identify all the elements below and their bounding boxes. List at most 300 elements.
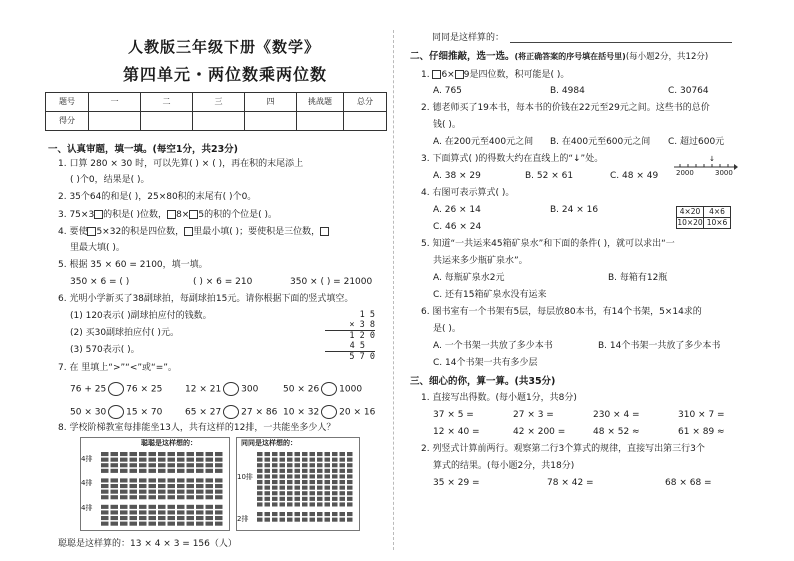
question-2: 2. 35个64的和是( )，25×80积的末尾有( )个0。 <box>58 192 257 202</box>
score-cell: 得分 <box>46 112 89 131</box>
option-1a[interactable]: A. 765 <box>433 86 462 96</box>
seat-mark <box>257 518 263 522</box>
seat-mark <box>310 502 316 506</box>
seat-mark <box>111 490 119 494</box>
seat-mark <box>302 452 308 456</box>
seat-mark <box>206 463 214 467</box>
seat-mark <box>158 510 166 514</box>
seat-mark <box>310 463 316 467</box>
seat-mark <box>196 505 204 509</box>
seat-mark <box>139 490 147 494</box>
seat-mark <box>340 452 346 456</box>
seat-mark <box>149 484 157 488</box>
seat-mark <box>332 497 338 501</box>
seat-mark <box>332 502 338 506</box>
question-5b: ( ) × 6 = 210 <box>193 277 253 287</box>
seat-mark <box>332 486 338 490</box>
section-2-instruction: (将正确答案的序号填在括号里) <box>514 52 626 61</box>
seat-mark <box>139 463 147 467</box>
seat-mark <box>120 484 128 488</box>
question-8: 8. 学校阶梯教室每排能坐13人，共有这样的12排，一共能坐多少人？ <box>58 423 336 433</box>
seat-mark <box>325 486 331 490</box>
vert-line: × 3 8 <box>349 320 375 330</box>
seat-mark <box>295 458 301 462</box>
seat-mark <box>295 452 301 456</box>
blank-box[interactable] <box>167 210 176 219</box>
seat-mark <box>302 480 308 484</box>
seat-mark <box>287 512 293 516</box>
seat-mark <box>101 458 109 462</box>
calc-item: 310 × 7 = <box>678 410 725 420</box>
seat-mark <box>101 463 109 467</box>
seat-mark <box>187 452 195 456</box>
picture-title: 同同是这样想的： <box>241 439 297 447</box>
seat-mark <box>177 495 185 499</box>
tongtong-calc-label: 同同是这样算的： <box>432 33 505 43</box>
seat-mark <box>272 463 278 467</box>
seat-mark <box>139 469 147 473</box>
seat-mark <box>302 469 308 473</box>
compare-left: 65 × 27 <box>185 407 222 418</box>
seat-mark <box>168 522 176 526</box>
q3-text: 5的积的个位是( )。 <box>198 210 277 220</box>
seat-mark <box>340 512 346 516</box>
seat-mark <box>187 505 195 509</box>
seat-mark <box>317 463 323 467</box>
question-3 <box>58 210 277 220</box>
seat-mark <box>187 478 195 482</box>
seat-mark <box>295 474 301 478</box>
seat-mark <box>149 510 157 514</box>
compare-circle[interactable] <box>108 382 124 396</box>
row-label: 4排 <box>81 455 93 463</box>
seat-mark <box>325 458 331 462</box>
seat-mark <box>287 491 293 495</box>
row-label: 4排 <box>81 479 93 487</box>
seat-mark <box>196 469 204 473</box>
seat-mark <box>139 478 147 482</box>
seat-mark <box>265 491 271 495</box>
vert-line: 5 7 0 <box>325 351 375 362</box>
question-4a <box>58 227 329 237</box>
section-2-title: 二、仔细推敲，选一选。 <box>410 51 515 62</box>
seat-mark <box>340 518 346 522</box>
seat-mark <box>187 469 195 473</box>
score-input[interactable] <box>141 112 193 131</box>
seat-mark <box>257 469 263 473</box>
section-2-points: (每小题2分，共12分) <box>625 52 709 62</box>
seat-mark <box>332 463 338 467</box>
seat-mark <box>111 452 119 456</box>
seat-mark <box>310 518 316 522</box>
choice-1 <box>421 70 569 80</box>
section-2-heading <box>410 52 708 62</box>
seat-mark <box>317 458 323 462</box>
blank-box[interactable] <box>94 210 103 219</box>
vertical-multiplication <box>325 310 375 362</box>
option-3b[interactable]: B. 52 × 61 <box>525 171 574 181</box>
seat-mark <box>347 469 353 473</box>
seat-grid-1 <box>99 450 225 528</box>
seat-mark <box>196 495 204 499</box>
option-4a[interactable]: A. 26 × 14 <box>433 205 481 215</box>
seat-mark <box>295 486 301 490</box>
compare-row-2 <box>70 405 162 419</box>
seat-mark <box>149 478 157 482</box>
seat-mark <box>265 512 271 516</box>
seat-mark <box>111 495 119 499</box>
compare-right: 27 × 86 <box>241 407 278 418</box>
seat-mark <box>347 452 353 456</box>
calc-item: 12 × 40 = <box>433 427 480 437</box>
seat-mark <box>215 452 223 456</box>
score-cell: 题号 <box>46 93 89 112</box>
seat-mark <box>332 458 338 462</box>
row-label: 4排 <box>81 504 93 512</box>
seating-picture-congcong <box>80 437 230 531</box>
seat-mark <box>187 463 195 467</box>
seat-mark <box>325 518 331 522</box>
axis-label-3000: 3000 <box>715 169 733 177</box>
seat-mark <box>206 505 214 509</box>
seat-mark <box>280 518 286 522</box>
seat-mark <box>139 484 147 488</box>
seat-mark <box>120 478 128 482</box>
seat-mark <box>196 478 204 482</box>
picture-title: 聪聪是这样想的： <box>141 439 197 447</box>
seat-mark <box>111 469 119 473</box>
seat-mark <box>187 484 195 488</box>
seat-mark <box>272 480 278 484</box>
q4-text: 4. 要使 <box>58 227 88 237</box>
grid-cell: 10×20 <box>677 218 703 228</box>
answer-line[interactable] <box>510 42 732 43</box>
seat-mark <box>257 486 263 490</box>
question-5c: 350 × ( ) = 21000 <box>290 277 373 287</box>
seat-mark <box>287 463 293 467</box>
compare-row-2c <box>283 405 375 419</box>
seat-mark <box>196 484 204 488</box>
seat-mark <box>120 505 128 509</box>
seat-mark <box>295 491 301 495</box>
score-cell: 三 <box>193 93 245 112</box>
option-2c[interactable]: C. 超过600元 <box>668 137 725 147</box>
seat-mark <box>302 497 308 501</box>
answer-8: 聪聪是这样算的：13 × 4 × 3 = 156（人） <box>58 539 237 549</box>
seat-mark <box>265 518 271 522</box>
seat-mark <box>139 452 147 456</box>
seat-mark <box>158 522 166 526</box>
seat-mark <box>272 512 278 516</box>
seat-mark <box>120 463 128 467</box>
seat-mark <box>101 510 109 514</box>
seat-mark <box>272 458 278 462</box>
seat-mark <box>120 522 128 526</box>
seat-mark <box>280 474 286 478</box>
seat-mark <box>347 491 353 495</box>
seat-mark <box>215 463 223 467</box>
seat-mark <box>280 512 286 516</box>
calc-item: 27 × 3 = <box>513 410 554 420</box>
seat-mark <box>257 480 263 484</box>
seat-mark <box>295 480 301 484</box>
seat-mark <box>215 484 223 488</box>
seat-mark <box>332 480 338 484</box>
calc-item: 230 × 4 = <box>593 410 640 420</box>
seat-mark <box>325 469 331 473</box>
compare-circle[interactable] <box>321 405 337 419</box>
compare-circle[interactable] <box>321 382 337 396</box>
row-label: 2排 <box>237 515 249 523</box>
seat-mark <box>325 474 331 478</box>
seat-mark <box>177 510 185 514</box>
seat-mark <box>130 505 138 509</box>
seat-mark <box>215 522 223 526</box>
seat-mark <box>265 474 271 478</box>
seat-mark <box>168 463 176 467</box>
choice-4: 4. 右图可表示算式( )。 <box>421 188 515 198</box>
seat-mark <box>287 486 293 490</box>
seat-mark <box>310 474 316 478</box>
choice-5b: 共运来多少瓶矿泉水”。 <box>433 256 528 266</box>
seat-mark <box>310 452 316 456</box>
seat-mark <box>206 452 214 456</box>
seat-mark <box>287 518 293 522</box>
seat-mark <box>206 510 214 514</box>
seat-mark <box>111 458 119 462</box>
seat-mark <box>120 516 128 520</box>
seat-mark <box>101 484 109 488</box>
option-3c[interactable]: C. 48 × 49 <box>610 171 659 181</box>
seat-mark <box>177 516 185 520</box>
option-3a[interactable]: A. 38 × 29 <box>433 171 481 181</box>
seat-mark <box>347 474 353 478</box>
blank-box[interactable] <box>184 227 193 236</box>
seat-mark <box>317 469 323 473</box>
calc-1: 1. 直接写出得数。(每小题1分，共8分) <box>421 393 577 403</box>
seat-mark <box>310 491 316 495</box>
compare-right: 1000 <box>339 384 363 395</box>
option-1b[interactable]: B. 4984 <box>550 86 585 96</box>
score-input[interactable] <box>297 112 344 131</box>
seat-mark <box>265 452 271 456</box>
seat-mark <box>310 469 316 473</box>
seat-mark <box>340 502 346 506</box>
seat-mark <box>317 486 323 490</box>
seat-mark <box>272 502 278 506</box>
blank-box[interactable] <box>320 227 329 236</box>
option-4c[interactable]: C. 46 × 24 <box>433 222 482 232</box>
compare-circle[interactable] <box>223 382 239 396</box>
seat-mark <box>280 497 286 501</box>
page-title: 人教版三年级下册《数学》 <box>128 38 321 56</box>
seat-mark <box>317 491 323 495</box>
seat-mark <box>168 478 176 482</box>
seat-mark <box>325 512 331 516</box>
seat-mark <box>168 469 176 473</box>
seat-mark <box>347 497 353 501</box>
seat-mark <box>317 497 323 501</box>
grid-cell: 4×6 <box>704 207 731 218</box>
compare-row-1b <box>185 382 258 396</box>
seat-mark <box>120 510 128 514</box>
seat-mark <box>111 516 119 520</box>
seat-mark <box>287 497 293 501</box>
axis-label-2000: 2000 <box>676 169 694 177</box>
seat-mark <box>130 463 138 467</box>
option-4b[interactable]: B. 24 × 16 <box>550 205 599 215</box>
seat-mark <box>332 491 338 495</box>
seat-mark <box>332 518 338 522</box>
question-5: 5. 根据 35 × 60 = 2100，填一填。 <box>58 260 208 270</box>
seat-mark <box>287 474 293 478</box>
seat-mark <box>206 484 214 488</box>
seat-mark <box>295 518 301 522</box>
question-6: 6. 光明小学新买了38副球拍，每副球拍15元。请你根据下面的竖式填空。 <box>58 294 354 304</box>
blank-box[interactable] <box>455 70 464 79</box>
seat-mark <box>347 512 353 516</box>
choice-text: 1. <box>421 70 433 80</box>
seat-mark <box>168 484 176 488</box>
score-cell: 一 <box>89 93 141 112</box>
seat-mark <box>347 502 353 506</box>
seat-mark <box>196 516 204 520</box>
calc-item: 48 × 52 ≈ <box>593 427 640 437</box>
seat-mark <box>302 463 308 467</box>
seat-mark <box>295 512 301 516</box>
seat-mark <box>302 512 308 516</box>
seat-mark <box>130 484 138 488</box>
seat-mark <box>177 463 185 467</box>
seat-mark <box>130 458 138 462</box>
option-6a[interactable]: A. 一个书架一共放了多少本书 <box>433 341 553 351</box>
calc-2b: 算式的结果。(每小题2分，共18分) <box>433 461 575 471</box>
seat-mark <box>215 516 223 520</box>
question-1a: 1. 口算 280 × 30 时，可以先算( ) × ( )，再在积的末尾添上 <box>58 159 304 169</box>
seat-mark <box>101 505 109 509</box>
question-5a: 350 × 6 = ( ) <box>70 277 130 287</box>
seat-mark <box>265 480 271 484</box>
seat-mark <box>130 478 138 482</box>
seat-mark <box>302 491 308 495</box>
q4-text: 里最小填( )；要使积是三位数， <box>193 227 321 237</box>
score-input[interactable] <box>193 112 245 131</box>
seat-mark <box>196 490 204 494</box>
score-input[interactable] <box>245 112 297 131</box>
seat-mark <box>120 490 128 494</box>
seat-mark <box>325 452 331 456</box>
seat-mark <box>130 452 138 456</box>
seat-mark <box>139 458 147 462</box>
seat-mark <box>295 469 301 473</box>
svg-text:↓: ↓ <box>709 155 715 163</box>
seat-mark <box>287 469 293 473</box>
seat-mark <box>101 469 109 473</box>
seat-mark <box>206 495 214 499</box>
choice-3: 3. 下面算式( )的得数大约在直线上的“↓”处。 <box>421 154 604 164</box>
seat-mark <box>168 458 176 462</box>
seat-mark <box>101 516 109 520</box>
seat-mark <box>149 516 157 520</box>
seat-mark <box>149 458 157 462</box>
seat-mark <box>215 478 223 482</box>
blank-box[interactable] <box>189 210 198 219</box>
seat-mark <box>130 469 138 473</box>
seat-mark <box>340 458 346 462</box>
seat-mark <box>257 452 263 456</box>
seat-mark <box>257 497 263 501</box>
seat-mark <box>302 502 308 506</box>
seat-mark <box>340 474 346 478</box>
seat-mark <box>265 458 271 462</box>
seat-mark <box>130 490 138 494</box>
calc-item: 78 × 42 = <box>547 478 594 488</box>
seat-mark <box>177 484 185 488</box>
option-2b[interactable]: B. 在400元至600元之间 <box>550 137 651 147</box>
seat-mark <box>158 463 166 467</box>
compare-left: 50 × 30 <box>70 407 107 418</box>
seat-mark <box>280 480 286 484</box>
choice-6a: 6. 图书室有一个书架有5层，每层放80本书，有14个书架，5×14求的 <box>421 307 702 317</box>
seat-mark <box>215 469 223 473</box>
seat-mark <box>280 469 286 473</box>
compare-right: 300 <box>241 384 259 395</box>
score-input[interactable] <box>344 112 387 131</box>
seat-mark <box>149 522 157 526</box>
seat-mark <box>280 491 286 495</box>
seat-mark <box>215 458 223 462</box>
seat-mark <box>272 491 278 495</box>
choice-6b: 是( )。 <box>433 324 461 334</box>
option-6c[interactable]: C. 14个书架一共有多少层 <box>433 358 538 368</box>
option-1c[interactable]: C. 30764 <box>668 86 709 96</box>
choice-2b: 钱( )。 <box>433 120 461 130</box>
seat-mark <box>265 486 271 490</box>
compare-circle[interactable] <box>223 405 239 419</box>
seat-mark <box>149 452 157 456</box>
option-5c[interactable]: C. 还有15箱矿泉水没有运来 <box>433 290 547 300</box>
score-input[interactable] <box>89 112 141 131</box>
option-5a[interactable]: A. 每瓶矿泉水2元 <box>433 273 505 283</box>
compare-left: 10 × 32 <box>283 407 320 418</box>
option-2a[interactable]: A. 在200元至400元之间 <box>433 137 534 147</box>
seat-mark <box>196 510 204 514</box>
choice-text: 9是四位数，积可能是( )。 <box>463 70 570 80</box>
seat-mark <box>149 495 157 499</box>
compare-circle[interactable] <box>108 405 124 419</box>
seat-mark <box>187 516 195 520</box>
seat-mark <box>120 469 128 473</box>
seat-mark <box>206 478 214 482</box>
seat-mark <box>177 458 185 462</box>
seat-mark <box>111 484 119 488</box>
seat-mark <box>139 505 147 509</box>
seat-mark <box>196 522 204 526</box>
seat-mark <box>158 490 166 494</box>
seat-mark <box>101 452 109 456</box>
option-6b[interactable]: B. 14个书架一共放了多少本书 <box>598 341 721 351</box>
seat-mark <box>317 512 323 516</box>
seat-mark <box>177 505 185 509</box>
seat-mark <box>187 495 195 499</box>
seat-mark <box>111 522 119 526</box>
score-input-row[interactable] <box>46 112 387 131</box>
seat-mark <box>280 452 286 456</box>
seat-mark <box>295 502 301 506</box>
seat-mark <box>317 452 323 456</box>
option-5b[interactable]: B. 每箱有12瓶 <box>608 273 668 283</box>
seat-mark <box>287 452 293 456</box>
